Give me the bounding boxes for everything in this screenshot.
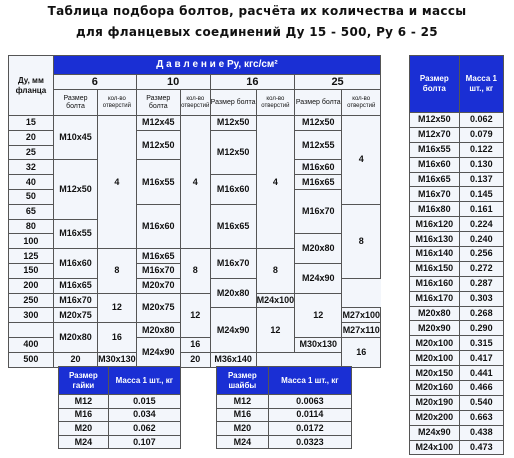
size-cell: М16х160 <box>410 276 460 291</box>
pressure-16: 16 <box>210 75 295 90</box>
mass-cell: 0.079 <box>459 127 503 142</box>
qty-cell: 16 <box>98 323 137 353</box>
bolt-cell: М16х70 <box>53 293 97 308</box>
qty-label: кол-во отверстий <box>342 90 381 116</box>
size-cell: М12 <box>59 395 109 409</box>
mass-cell: 0.161 <box>459 202 503 217</box>
bolt-cell: М16х65 <box>136 249 180 264</box>
mass-cell: 0.130 <box>459 157 503 172</box>
du-value: 400 <box>9 337 54 352</box>
bolt-mass-row <box>410 157 504 172</box>
size-cell: М16х170 <box>410 291 460 306</box>
bolt-size-header: Размер болта <box>410 56 460 113</box>
size-cell: М16х60 <box>410 157 460 172</box>
mass-cell: 0.0172 <box>268 422 351 436</box>
qty-label: кол-во отверстий <box>180 90 210 116</box>
washer-mass-table <box>216 366 352 449</box>
size-cell: М16х120 <box>410 217 460 232</box>
bolt-mass-row <box>410 366 504 381</box>
size-cell: М16 <box>59 408 109 422</box>
bolt-cell: М36х140 <box>210 352 256 367</box>
size-label: Размер болта <box>53 90 97 116</box>
bolt-mass-row <box>410 440 504 455</box>
bolt-cell: М20х80 <box>53 323 97 353</box>
washer-mass-row <box>217 408 352 422</box>
mass-cell: 0.034 <box>108 408 180 422</box>
mass-cell: 0.015 <box>108 395 180 409</box>
size-cell: М20 <box>59 422 109 436</box>
bolt-cell: М27х110 <box>342 323 381 338</box>
size-cell: М24х100 <box>410 440 460 455</box>
washer-mass-header: Масса 1 шт., кг <box>268 367 351 395</box>
mass-cell: 0.107 <box>108 435 180 449</box>
mass-cell: 0.0323 <box>268 435 351 449</box>
du-value: 200 <box>9 278 54 293</box>
mass-cell: 0.438 <box>459 425 503 440</box>
du-value: 250 <box>9 293 54 308</box>
mass-cell: 0.417 <box>459 351 503 366</box>
bolt-cell: М20х80 <box>136 323 180 338</box>
du-value: 80 <box>9 219 54 234</box>
size-label: Размер болта <box>295 90 342 116</box>
mass-cell: 0.240 <box>459 232 503 247</box>
size-cell: М20х150 <box>410 366 460 381</box>
du-value: 100 <box>9 234 54 249</box>
mass-cell: 0.0114 <box>268 408 351 422</box>
nut-mass-table <box>58 366 181 449</box>
page-title: Таблица подбора болтов, расчёта их количества и массы <box>47 4 467 18</box>
mass-cell: 0.540 <box>459 395 503 410</box>
mass-cell: 0.224 <box>459 217 503 232</box>
size-cell: М20х160 <box>410 381 460 396</box>
bolt-cell: М12х50 <box>295 116 342 131</box>
bolt-mass-row <box>410 202 504 217</box>
bolt-mass-row <box>410 381 504 396</box>
qty-label: кол-во отверстий <box>98 90 137 116</box>
size-cell: М20х200 <box>410 410 460 425</box>
mass-cell: 0.137 <box>459 172 503 187</box>
pressure-10: 10 <box>136 75 210 90</box>
size-cell: М20х80 <box>410 306 460 321</box>
bolt-mass-row <box>410 336 504 351</box>
size-cell: М16х150 <box>410 261 460 276</box>
du-value: 32 <box>9 160 54 175</box>
qty-cell: 16 <box>342 337 381 367</box>
bolt-mass-row <box>410 425 504 440</box>
qty-label: кол-во отверстий <box>256 90 295 116</box>
bolt-cell: М16х70 <box>136 263 180 278</box>
bolt-cell: М20х75 <box>136 293 180 323</box>
qty-cell: 12 <box>180 293 210 337</box>
bolt-mass-row <box>410 232 504 247</box>
qty-cell: 12 <box>98 293 137 323</box>
mass-cell: 0.663 <box>459 410 503 425</box>
bolt-cell: М20х80 <box>295 234 342 264</box>
bolt-selection-table <box>8 55 381 368</box>
mass-cell: 0.272 <box>459 261 503 276</box>
nut-size-header: Размер гайки <box>59 367 109 395</box>
qty-cell: 8 <box>256 249 295 293</box>
bolt-cell: М16х65 <box>210 204 256 248</box>
bolt-cell: М16х55 <box>136 160 180 204</box>
size-cell: М16х140 <box>410 247 460 262</box>
mass-cell: 0.287 <box>459 276 503 291</box>
mass-cell: 0.062 <box>108 422 180 436</box>
bolt-cell: М16х70 <box>295 189 342 233</box>
bolt-mass-row <box>410 247 504 262</box>
bolt-cell: М24х90 <box>136 337 180 367</box>
pressure-header: Д а в л е н и е Ру, кгс/см² <box>53 56 380 75</box>
size-cell: М16х130 <box>410 232 460 247</box>
qty-cell: 20 <box>180 352 210 367</box>
bolt-cell: М16х65 <box>295 175 342 190</box>
qty-cell: 20 <box>53 352 97 367</box>
du-value: 500 <box>9 352 54 367</box>
size-cell: М20х190 <box>410 395 460 410</box>
mass-cell: 0.0063 <box>268 395 351 409</box>
bolt-cell: М27х100 <box>342 308 381 323</box>
bolt-cell: М16х60 <box>136 204 180 248</box>
qty-cell: 8 <box>180 249 210 293</box>
bolt-mass-row <box>410 351 504 366</box>
mass-cell: 0.062 <box>459 113 503 128</box>
bolt-mass-row <box>410 187 504 202</box>
nut-mass-header: Масса 1 шт., кг <box>108 367 180 395</box>
bolt-mass-row <box>410 395 504 410</box>
mass-cell: 0.315 <box>459 336 503 351</box>
du-value: 65 <box>9 204 54 219</box>
nut-mass-row <box>59 435 181 449</box>
bolt-cell: М16х60 <box>210 175 256 205</box>
size-cell: М20х90 <box>410 321 460 336</box>
bolt-cell: М12х45 <box>136 116 180 131</box>
mass-cell: 0.268 <box>459 306 503 321</box>
size-cell: М16х80 <box>410 202 460 217</box>
mass-cell: 0.256 <box>459 247 503 262</box>
size-cell: М12х70 <box>410 127 460 142</box>
mass-cell: 0.290 <box>459 321 503 336</box>
bolt-cell: М16х70 <box>210 249 256 279</box>
du-value: 125 <box>9 249 54 264</box>
washer-mass-row <box>217 422 352 436</box>
size-cell: М20х100 <box>410 336 460 351</box>
bolt-mass-row <box>410 217 504 232</box>
size-label: Размер болта <box>210 90 256 116</box>
bolt-cell: М12х50 <box>210 130 256 174</box>
bolt-cell: М30х130 <box>98 352 137 367</box>
bolt-cell: М24х90 <box>295 263 342 293</box>
mass-cell: 0.145 <box>459 187 503 202</box>
du-value: 40 <box>9 175 54 190</box>
bolt-mass-row <box>410 142 504 157</box>
bolt-cell: М10х45 <box>53 116 97 160</box>
mass-cell: 0.441 <box>459 366 503 381</box>
pressure-6: 6 <box>53 75 136 90</box>
bolt-cell: М12х50 <box>136 130 180 160</box>
qty-cell: 12 <box>256 308 295 352</box>
bolt-mass-row <box>410 321 504 336</box>
mass-cell: 0.303 <box>459 291 503 306</box>
du-value: 300 <box>9 308 54 323</box>
bolt-mass-row <box>410 261 504 276</box>
mass-cell: 0.473 <box>459 440 503 455</box>
mass-cell: 0.122 <box>459 142 503 157</box>
washer-size-header: Размер шайбы <box>217 367 269 395</box>
bolt-mass-row <box>410 306 504 321</box>
washer-mass-row <box>217 435 352 449</box>
qty-cell: 4 <box>180 116 210 249</box>
bolt-mass-row <box>410 127 504 142</box>
size-cell: М16х65 <box>410 172 460 187</box>
size-label: Размер болта <box>136 90 180 116</box>
bolt-cell: М12х50 <box>53 160 97 219</box>
bolt-mass-row <box>410 276 504 291</box>
du-value: 150 <box>9 263 54 278</box>
nut-mass-row <box>59 408 181 422</box>
bolt-cell: М24х100 <box>256 293 295 308</box>
bolt-cell: М30х130 <box>295 337 342 352</box>
page-subtitle: для фланцевых соединений Ду 15 - 500, Ру 6 - 25 <box>76 25 438 39</box>
size-cell: М16 <box>217 408 269 422</box>
bolt-cell: М16х60 <box>295 160 342 175</box>
size-cell: М24 <box>217 435 269 449</box>
size-cell: М12х50 <box>410 113 460 128</box>
qty-cell: 16 <box>180 337 210 352</box>
size-cell: М20 <box>217 422 269 436</box>
du-value: 25 <box>9 145 54 160</box>
size-cell: М16х55 <box>410 142 460 157</box>
nut-mass-row <box>59 422 181 436</box>
du-value: 15 <box>9 116 54 131</box>
bolt-cell: М12х50 <box>210 116 256 131</box>
qty-cell: 8 <box>342 204 381 278</box>
bolt-cell: М16х65 <box>53 278 97 293</box>
du-value <box>9 323 54 338</box>
washer-mass-row <box>217 395 352 409</box>
bolt-cell: М24х90 <box>210 308 256 352</box>
pressure-25: 25 <box>295 75 381 90</box>
bolt-mass-row <box>410 113 504 128</box>
qty-cell: 4 <box>256 116 295 249</box>
qty-cell: 4 <box>98 116 137 249</box>
bolt-mass-header: Масса 1 шт., кг <box>459 56 503 113</box>
bolt-mass-table <box>409 55 504 455</box>
bolt-cell: М20х75 <box>53 308 97 323</box>
size-cell: М16х70 <box>410 187 460 202</box>
size-cell: М24 <box>59 435 109 449</box>
bolt-cell: М20х80 <box>210 278 256 308</box>
mass-cell: 0.466 <box>459 381 503 396</box>
du-value: 20 <box>9 130 54 145</box>
nut-mass-row <box>59 395 181 409</box>
bolt-cell: М20х70 <box>136 278 180 293</box>
size-cell: М24х90 <box>410 425 460 440</box>
size-cell: М12 <box>217 395 269 409</box>
bolt-cell: М16х55 <box>53 219 97 249</box>
bolt-mass-row <box>410 172 504 187</box>
qty-cell: 4 <box>342 116 381 205</box>
size-cell: М20х100 <box>410 351 460 366</box>
qty-cell: 8 <box>98 249 137 293</box>
du-header: Ду, мм фланца <box>9 56 54 116</box>
du-value: 50 <box>9 189 54 204</box>
bolt-cell: М16х60 <box>53 249 97 279</box>
qty-cell: 12 <box>295 293 342 337</box>
bolt-cell: М12х55 <box>295 130 342 160</box>
bolt-mass-row <box>410 410 504 425</box>
bolt-mass-row <box>410 291 504 306</box>
